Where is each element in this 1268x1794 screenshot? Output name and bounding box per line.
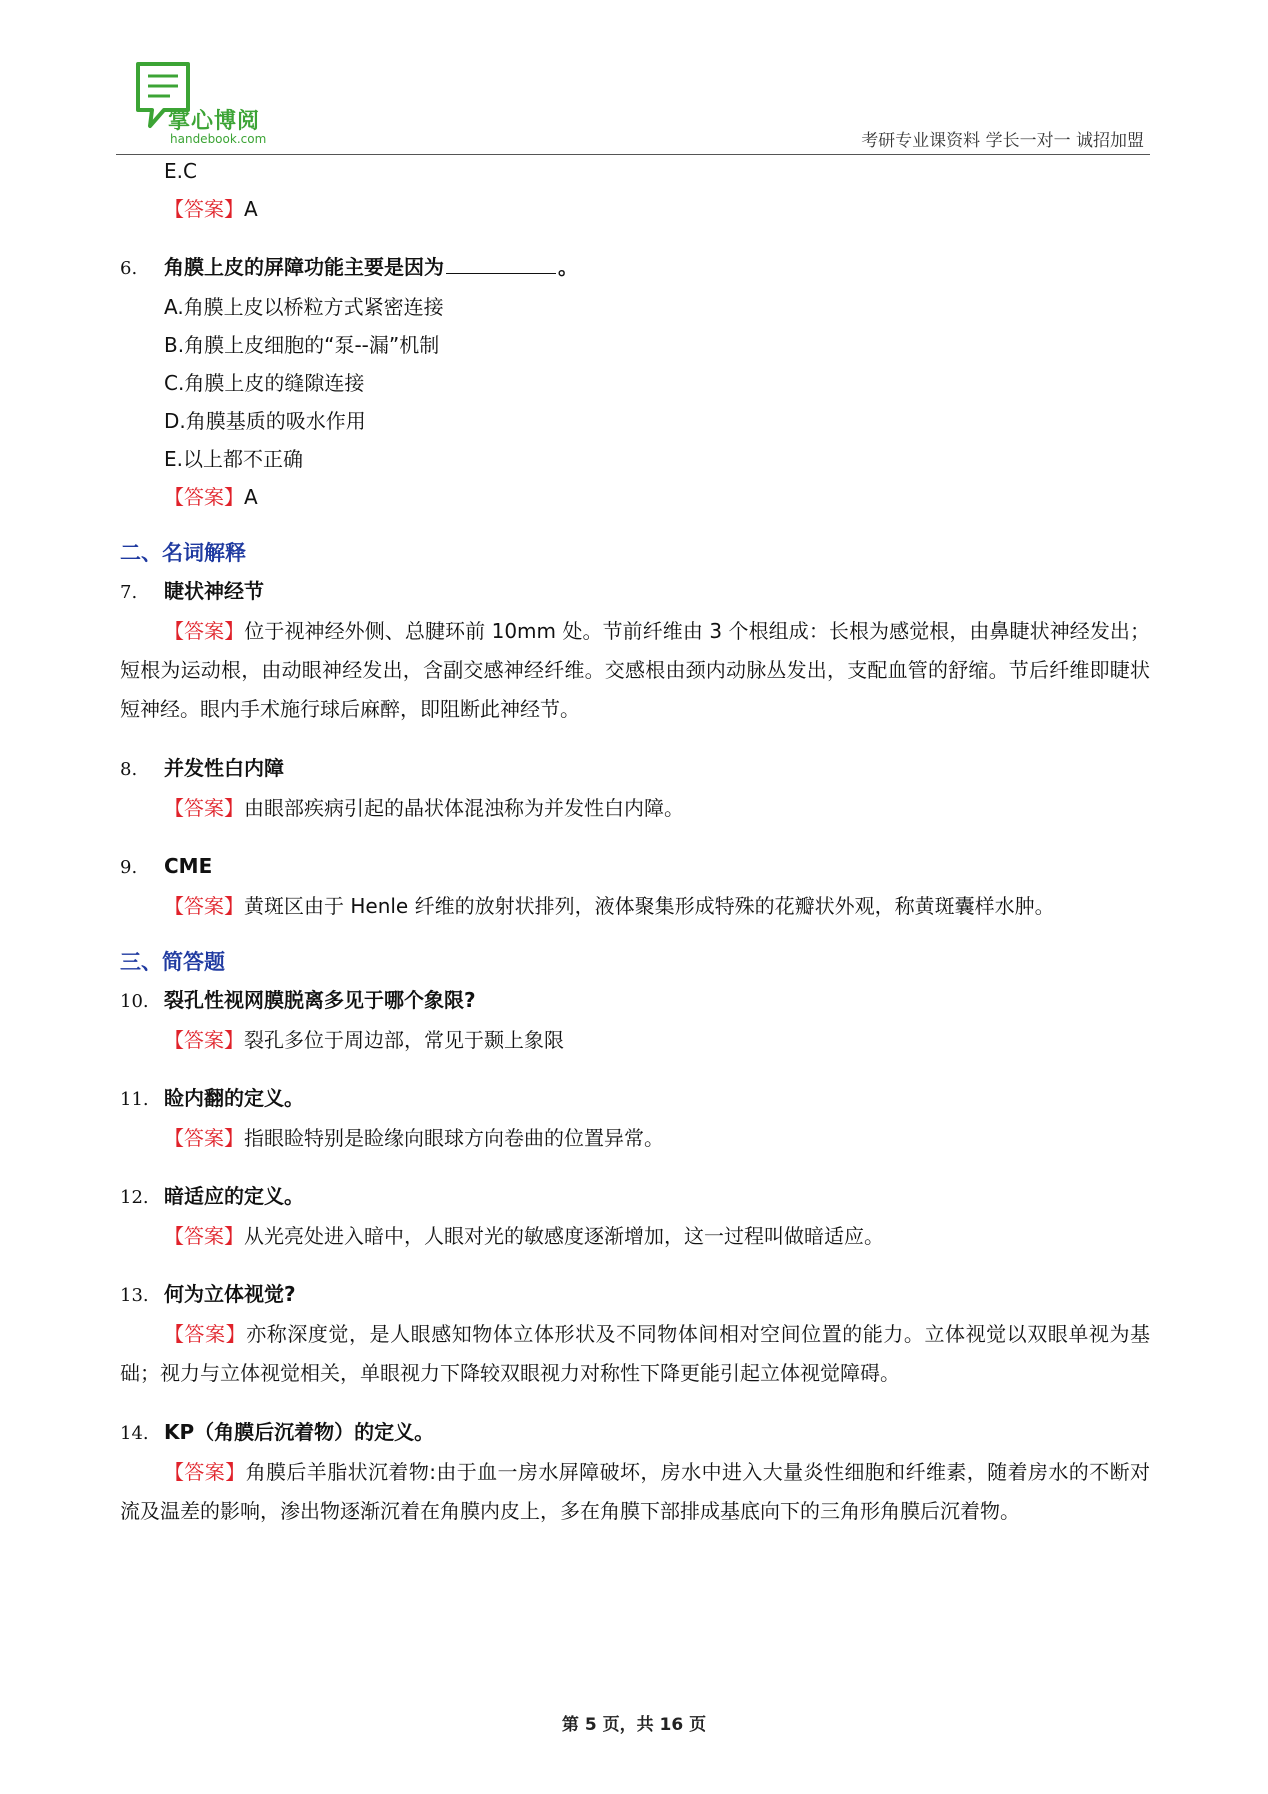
logo-text: 掌心博阅 (168, 109, 261, 134)
question-number: 7. (120, 582, 138, 603)
question-text: 暗适应的定义。 (164, 1184, 304, 1208)
question-text: 并发性白内障 (164, 756, 284, 780)
answer-label: 【答案】 (164, 796, 244, 820)
q8-title (120, 749, 1150, 789)
q6-option-c: C.角膜上皮的缝隙连接 (164, 371, 365, 395)
question-number: 10. (120, 991, 149, 1012)
question-number: 14. (120, 1423, 149, 1444)
question-text: 角膜上皮的屏障功能主要是因为 (164, 255, 444, 279)
question-text: 睫状神经节 (164, 579, 264, 603)
answer-text: 角膜后羊脂状沉着物:由于血一房水屏障破坏，房水中进入大量炎性细胞和纤维素，随着房水的不断对流及温差的影响，渗出物逐渐沉着在角膜内皮上，多在角膜下部排成基底向下的三角形角膜后沉着物。 (120, 1460, 1150, 1523)
q14-title (120, 1413, 1150, 1453)
q8-answer (120, 789, 1150, 827)
answer-label: 【答案】 (164, 1322, 247, 1346)
question-text: 何为立体视觉? (164, 1282, 296, 1306)
header-tagline: 考研专业课资料 学长一对一 诚招加盟 (861, 131, 1144, 151)
answer-label: 【答案】 (164, 619, 245, 643)
q5-answer (120, 190, 1150, 228)
q11-answer (120, 1119, 1150, 1157)
question-text: 睑内翻的定义。 (164, 1086, 304, 1110)
answer-label: 【答案】 (164, 1126, 244, 1150)
answer-text: A (244, 485, 258, 509)
question-number: 9. (120, 857, 138, 878)
q6-answer (120, 478, 1150, 516)
fill-blank (446, 255, 556, 274)
q13-answer (120, 1315, 1150, 1393)
question-text: 裂孔性视网膜脱离多见于哪个象限? (164, 988, 476, 1012)
answer-text: A (244, 197, 258, 221)
question-number: 8. (120, 759, 138, 780)
question-text: CME (164, 854, 213, 878)
q6-title (120, 248, 1150, 288)
question-number: 12. (120, 1187, 149, 1208)
q12-answer (120, 1217, 1150, 1255)
q12-title (120, 1177, 1150, 1217)
answer-text: 位于视神经外侧、总腱环前 10mm 处。节前纤维由 3 个根组成：长根为感觉根，由鼻睫状神经发出；短根为运动根，由动眼神经发出，含副交感神经纤维。交感根由颈内动脉丛发出，支配血管的舒缩。节后纤维即睫状短神经。眼内手术施行球后麻醉，即阻断此神经节。 (120, 619, 1150, 721)
question-number: 11. (120, 1089, 149, 1110)
q6-option-a: A.角膜上皮以桥粒方式紧密连接 (164, 295, 444, 319)
answer-label: 【答案】 (164, 485, 244, 509)
q6-option-d: D.角膜基质的吸水作用 (164, 409, 366, 433)
answer-text: 从光亮处进入暗中，人眼对光的敏感度逐渐增加，这一过程叫做暗适应。 (244, 1224, 884, 1248)
answer-text: 亦称深度觉，是人眼感知物体立体形状及不同物体间相对空间位置的能力。立体视觉以双眼单视为基础；视力与立体视觉相关，单眼视力下降较双眼视力对称性下降更能引起立体视觉障碍。 (120, 1322, 1151, 1385)
page-content (120, 152, 1150, 1531)
q6-option-e: E.以上都不正确 (164, 447, 303, 471)
q13-title (120, 1275, 1150, 1315)
q14-answer (120, 1453, 1150, 1531)
q5-option-e: E.C (164, 159, 197, 183)
answer-text: 黄斑区由于 Henle 纤维的放射状排列，液体聚集形成特殊的花瓣状外观，称黄斑囊样水肿。 (244, 894, 1055, 918)
answer-label: 【答案】 (164, 1028, 244, 1052)
question-number: 6. (120, 258, 138, 279)
q7-answer (120, 612, 1150, 729)
q9-answer (120, 887, 1150, 925)
page-number-footer: 第 5 页，共 16 页 (561, 1715, 707, 1735)
answer-label: 【答案】 (164, 197, 244, 221)
q6-option-b: B.角膜上皮细胞的“泵--漏”机制 (164, 333, 440, 357)
answer-text: 由眼部疾病引起的晶状体混浊称为并发性白内障。 (244, 796, 684, 820)
answer-label: 【答案】 (164, 1460, 246, 1484)
section-heading-short-answer: 三、简答题 (120, 950, 225, 974)
question-text-end: 。 (558, 255, 578, 279)
question-text: KP（角膜后沉着物）的定义。 (164, 1420, 435, 1444)
q7-title (120, 572, 1150, 612)
logo-url: handebook.com (170, 132, 267, 146)
answer-label: 【答案】 (164, 894, 244, 918)
answer-text: 裂孔多位于周边部，常见于颞上象限 (244, 1028, 564, 1052)
q10-title (120, 981, 1150, 1021)
q10-answer (120, 1021, 1150, 1059)
q9-title (120, 847, 1150, 887)
answer-label: 【答案】 (164, 1224, 244, 1248)
question-number: 13. (120, 1285, 149, 1306)
q11-title (120, 1079, 1150, 1119)
brand-logo (134, 60, 304, 150)
answer-text: 指眼睑特别是睑缘向眼球方向卷曲的位置异常。 (244, 1126, 664, 1150)
section-heading-terms: 二、名词解释 (120, 541, 246, 565)
